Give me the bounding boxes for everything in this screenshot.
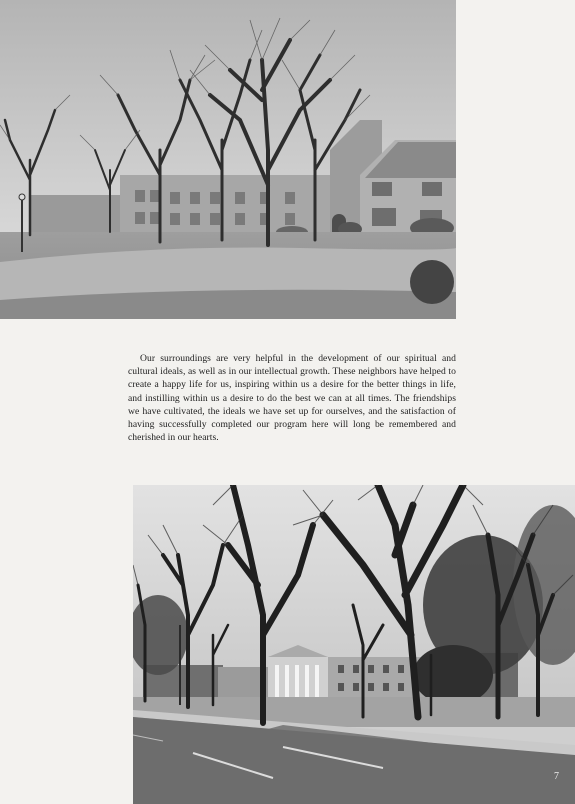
top-campus-photo-image (0, 0, 456, 319)
bottom-street-photo (133, 485, 575, 804)
top-campus-photo (0, 0, 456, 319)
body-paragraph: Our surroundings are very helpful in the development of our spiritual and cultural ideals, as well as in our intellectual growth. These neighbors have helped to create a happy life for us, inspiring within us a desire for the better things in life, and instilling within us a desire to do the best we can at all times. The friendships we have cultivated, the ideals we have set up for ourselves, and the satisfaction of having successfully completed our program here will long be remembered and cherished in our hearts. (128, 353, 456, 444)
bottom-street-photo-image (133, 485, 575, 804)
page-number: 7 (554, 771, 559, 782)
